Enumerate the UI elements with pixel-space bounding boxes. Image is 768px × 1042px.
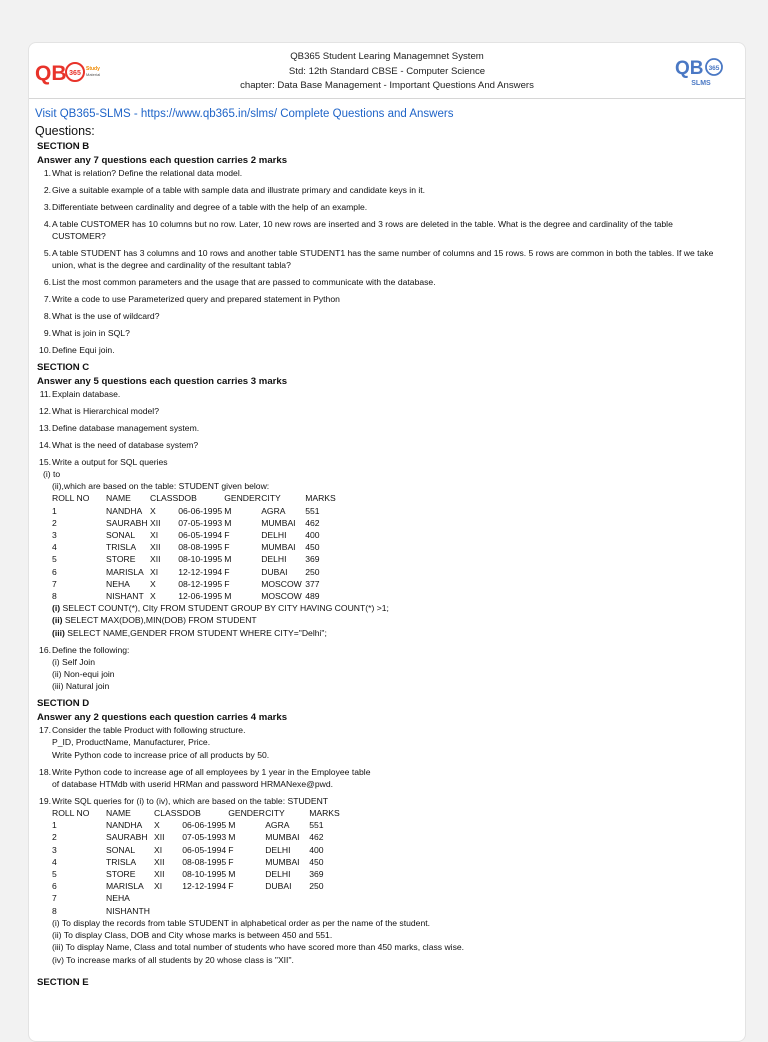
table-cell: MARISLA bbox=[106, 566, 144, 577]
question: 3. Differentiate between cardinality and degree of a table with the help of an example. bbox=[43, 202, 368, 212]
table-cell: SONAL bbox=[106, 530, 136, 541]
table-cell: 2 bbox=[52, 832, 57, 843]
table-row bbox=[52, 517, 345, 529]
table-cell: SAURABH bbox=[106, 832, 148, 843]
table-cell: 400 bbox=[309, 844, 324, 855]
table-cell: X bbox=[154, 820, 160, 831]
table-cell: XII bbox=[154, 832, 165, 843]
table-cell: TRISLA bbox=[106, 856, 137, 867]
svg-text:365: 365 bbox=[708, 65, 720, 72]
section-d-title: SECTION D bbox=[37, 698, 90, 710]
table-cell: 08-12-1995 bbox=[178, 578, 223, 589]
table-cell: 7 bbox=[52, 893, 57, 904]
table-cell: M bbox=[228, 820, 236, 831]
table-header-cell: GENDER bbox=[228, 808, 265, 819]
table-cell: STORE bbox=[106, 554, 136, 565]
table-cell: XI bbox=[150, 566, 159, 577]
table-cell: SAURABH bbox=[106, 517, 148, 528]
table-cell bbox=[182, 905, 228, 917]
table-cell: M bbox=[228, 869, 236, 880]
table-cell: MOSCOW bbox=[261, 578, 302, 589]
table-cell: F bbox=[228, 856, 234, 867]
question: 2. Give a suitable example of a table with sample data and illustrate primary and candidate keys in it. bbox=[43, 185, 426, 195]
table-cell: NANDHA bbox=[106, 820, 143, 831]
table-cell: XII bbox=[150, 542, 161, 553]
table-cell: 6 bbox=[52, 566, 57, 577]
q19-item: (iii) To display Name, Class and total number of students who have scored more than 450 marks, class wise. bbox=[52, 942, 465, 953]
table-cell: X bbox=[150, 591, 156, 602]
question: 8. What is the use of wildcard? bbox=[43, 311, 160, 321]
svg-text:Study: Study bbox=[86, 66, 100, 72]
table-cell: 5 bbox=[52, 869, 57, 880]
q19-item: (iv) To increase marks of all students by 20 whose class is "XII". bbox=[52, 954, 294, 965]
table-cell: M bbox=[224, 517, 232, 528]
header-line-1: QB365 Student Learing Managemnet System bbox=[290, 51, 484, 62]
table-cell: 250 bbox=[305, 566, 320, 577]
table-header-cell: MARKS bbox=[305, 493, 336, 504]
section-b-title: SECTION B bbox=[37, 141, 90, 152]
q17-line: P_ID, ProductName, Manufacturer, Price. bbox=[52, 737, 211, 748]
table-cell: XI bbox=[154, 844, 163, 855]
section-b-instruction: Answer any 7 questions each question carries 2 marks bbox=[37, 155, 288, 166]
q15-query-3: (iii) SELECT NAME,GENDER FROM STUDENT WHERE CITY="Delhi"; bbox=[52, 627, 327, 638]
svg-text:365: 365 bbox=[69, 70, 81, 77]
table-cell: AGRA bbox=[261, 505, 286, 516]
question: 1. What is relation? Define the relational data model. bbox=[43, 168, 243, 178]
question: 6. List the most common parameters and the usage that are passed to communicate with the database. bbox=[43, 277, 436, 287]
table-cell: 450 bbox=[305, 542, 320, 553]
table-cell: XII bbox=[154, 869, 165, 880]
table-cell: 462 bbox=[309, 832, 324, 843]
section-c-questions bbox=[35, 388, 745, 692]
table-cell: DELHI bbox=[261, 554, 287, 565]
table-row bbox=[52, 868, 349, 880]
table-cell: XI bbox=[150, 530, 159, 541]
question: 11. Explain database. bbox=[39, 389, 121, 399]
table-cell: 250 bbox=[309, 881, 324, 892]
q18-line: of database HTMdb with userid HRMan and password HRMANexe@pwd. bbox=[52, 778, 333, 789]
table-cell: 369 bbox=[305, 554, 320, 565]
table-cell: 1 bbox=[52, 820, 57, 831]
table-cell: DELHI bbox=[265, 844, 291, 855]
table-cell: F bbox=[224, 530, 230, 541]
table-cell: X bbox=[150, 578, 156, 589]
table-header-cell: ROLL NO bbox=[52, 808, 90, 819]
table-cell: XII bbox=[150, 517, 161, 528]
table-row bbox=[52, 880, 349, 892]
table-cell: 07-05-1993 bbox=[178, 517, 223, 528]
table-cell: 1 bbox=[52, 505, 57, 516]
table-row bbox=[52, 553, 345, 565]
table-cell: NEHA bbox=[106, 893, 130, 904]
table-header-cell: CLASS bbox=[150, 493, 179, 504]
section-c-instruction: Answer any 5 questions each question carries 3 marks bbox=[37, 376, 288, 387]
q15-line-a: (i) to bbox=[43, 469, 61, 479]
question: 13. Define database management system. bbox=[39, 423, 200, 433]
table-cell: AGRA bbox=[265, 820, 290, 831]
table-cell bbox=[309, 905, 349, 917]
table-cell bbox=[309, 892, 349, 904]
table-cell: 08-08-1995 bbox=[178, 542, 223, 553]
table-cell: 08-10-1995 bbox=[178, 554, 223, 565]
table-cell: XI bbox=[154, 881, 163, 892]
question: 17. Consider the table Product with following structure. bbox=[39, 725, 246, 736]
table-row bbox=[52, 590, 345, 602]
section-e-title: SECTION E bbox=[37, 976, 89, 988]
header-line-3: chapter: Data Base Management - Important Questions And Answers bbox=[240, 80, 534, 91]
table-cell: F bbox=[224, 566, 230, 577]
q19-item: (ii) To display Class, DOB and City whose marks is between 450 and 551. bbox=[52, 930, 333, 941]
table-cell: 3 bbox=[52, 530, 57, 541]
table-header-row bbox=[52, 492, 345, 504]
table-row bbox=[52, 819, 349, 831]
qb365-slms-logo bbox=[675, 55, 727, 89]
section-d-questions bbox=[35, 724, 745, 965]
table-cell: 4 bbox=[52, 856, 57, 867]
table-cell: F bbox=[224, 542, 230, 553]
table-cell bbox=[228, 905, 265, 917]
table-cell: 12-12-1994 bbox=[182, 881, 227, 892]
table-header-cell: CITY bbox=[261, 493, 281, 504]
table-cell: XII bbox=[150, 554, 161, 565]
table-cell: MUMBAI bbox=[265, 856, 300, 867]
table-cell: 08-10-1995 bbox=[182, 869, 227, 880]
table-row bbox=[52, 529, 345, 541]
table-row bbox=[52, 505, 345, 517]
q16-item: (i) Self Join bbox=[52, 656, 95, 667]
table-cell: 4 bbox=[52, 542, 57, 553]
svg-text:QB: QB bbox=[35, 62, 67, 85]
table-row bbox=[52, 578, 345, 590]
student-table-q19 bbox=[52, 807, 349, 917]
table-cell: 12-06-1995 bbox=[178, 591, 223, 602]
table-cell: 5 bbox=[52, 554, 57, 565]
question: 19. Write SQL queries for (i) to (iv), which are based on the table: STUDENT bbox=[39, 796, 329, 807]
question: 5. A table STUDENT has 3 columns and 10 rows and another table STUDENT1 has the same number of columns and 15 rows. 5 rows are common in both the tables. If we take union, what is the degree and cardinality of the resultant tabla? bbox=[43, 248, 714, 270]
section-d-instruction: Answer any 2 questions each question carries 4 marks bbox=[37, 712, 288, 724]
table-cell: MUMBAI bbox=[261, 542, 296, 553]
question: 12. What is Hierarchical model? bbox=[39, 406, 159, 416]
table-cell: M bbox=[224, 591, 232, 602]
table-cell: NEHA bbox=[106, 578, 130, 589]
question: 7. Write a code to use Parameterized query and prepared statement in Python bbox=[43, 294, 340, 304]
table-cell: STORE bbox=[106, 869, 136, 880]
table-cell: 2 bbox=[52, 517, 57, 528]
document-header bbox=[29, 43, 745, 99]
table-cell: 06-06-1995 bbox=[178, 505, 223, 516]
svg-text:SLMS: SLMS bbox=[691, 80, 711, 87]
table-cell: 377 bbox=[305, 578, 320, 589]
table-cell: M bbox=[224, 554, 232, 565]
table-header-cell: CLASS bbox=[154, 808, 183, 819]
table-header-cell: CITY bbox=[265, 808, 285, 819]
table-cell: 08-08-1995 bbox=[182, 856, 227, 867]
header-title-block bbox=[29, 50, 745, 94]
table-cell: MOSCOW bbox=[261, 591, 302, 602]
table-row bbox=[52, 892, 349, 904]
table-cell: F bbox=[228, 881, 234, 892]
table-cell: 7 bbox=[52, 578, 57, 589]
table-header-cell: GENDER bbox=[224, 493, 261, 504]
table-cell: 8 bbox=[52, 591, 57, 602]
q19-item: (i) To display the records from table STUDENT in alphabetical order as per the name of the student. bbox=[52, 917, 430, 928]
q16-item: (ii) Non-equi join bbox=[52, 669, 115, 680]
question: 4. A table CUSTOMER has 10 columns but no row. Later, 10 new rows are inserted and 3 rows are deleted in the table. What is the degree and cardinality of the table CUSTOMER? bbox=[43, 219, 673, 241]
table-header-cell: MARKS bbox=[309, 808, 340, 819]
table-cell: MARISLA bbox=[106, 881, 144, 892]
question: 15. Write a output for SQL queries bbox=[39, 457, 168, 467]
table-cell: MUMBAI bbox=[261, 517, 296, 528]
table-cell bbox=[265, 892, 309, 904]
table-cell: DUBAI bbox=[261, 566, 288, 577]
table-cell: MUMBAI bbox=[265, 832, 300, 843]
question: 10. Define Equi join. bbox=[39, 345, 115, 355]
question: 9. What is join in SQL? bbox=[43, 328, 130, 338]
table-cell: 3 bbox=[52, 844, 57, 855]
document-content bbox=[29, 99, 745, 990]
table-cell: 551 bbox=[305, 505, 320, 516]
question: 18. Write Python code to increase age of all employees by 1 year in the Employee table bbox=[39, 766, 371, 777]
svg-text:QB: QB bbox=[675, 58, 704, 79]
table-cell: SONAL bbox=[106, 844, 136, 855]
q16-item: (iii) Natural join bbox=[52, 681, 110, 692]
header-line-2: Std: 12th Standard CBSE - Computer Science bbox=[288, 65, 486, 77]
student-table-q15 bbox=[52, 492, 345, 602]
table-cell: M bbox=[228, 832, 236, 843]
q15-query-2: (ii) SELECT MAX(DOB),MIN(DOB) FROM STUDENT bbox=[52, 615, 257, 626]
document-page bbox=[28, 42, 746, 1042]
table-cell bbox=[154, 892, 182, 904]
table-header-cell: DOB bbox=[182, 808, 201, 819]
visit-link[interactable]: Visit QB365-SLMS - https://www.qb365.in/slms/ Complete Questions and Answers bbox=[35, 108, 454, 120]
q17-line: Write Python code to increase price of all products by 50. bbox=[52, 749, 270, 760]
table-cell: 450 bbox=[309, 856, 324, 867]
table-cell: F bbox=[228, 844, 234, 855]
table-row bbox=[52, 844, 349, 856]
table-cell: TRISLA bbox=[106, 542, 137, 553]
question: 16. Define the following: bbox=[39, 644, 130, 655]
table-cell: DELHI bbox=[261, 530, 287, 541]
table-row bbox=[52, 566, 345, 578]
table-cell: 06-06-1995 bbox=[182, 820, 227, 831]
table-cell: DUBAI bbox=[265, 881, 292, 892]
table-cell: F bbox=[224, 578, 230, 589]
table-cell: 551 bbox=[309, 820, 324, 831]
table-header-cell: DOB bbox=[178, 493, 197, 504]
table-cell: X bbox=[150, 505, 156, 516]
table-cell: NANDHA bbox=[106, 505, 143, 516]
section-b-questions bbox=[35, 167, 745, 356]
table-cell: 06-05-1994 bbox=[182, 844, 227, 855]
table-cell: 07-05-1993 bbox=[182, 832, 227, 843]
table-cell bbox=[228, 892, 265, 904]
table-cell: 489 bbox=[305, 591, 320, 602]
table-cell: DELHI bbox=[265, 869, 291, 880]
table-cell: 400 bbox=[305, 530, 320, 541]
table-cell: NISHANT bbox=[106, 591, 144, 602]
table-cell: 8 bbox=[52, 905, 57, 916]
table-header-cell: NAME bbox=[106, 493, 131, 504]
table-cell: 369 bbox=[309, 869, 324, 880]
table-row bbox=[52, 905, 349, 917]
table-header-cell: ROLL NO bbox=[52, 493, 90, 504]
question: 14. What is the need of database system? bbox=[39, 440, 199, 450]
table-row bbox=[52, 856, 349, 868]
table-cell: 6 bbox=[52, 881, 57, 892]
section-c-title: SECTION C bbox=[37, 362, 90, 373]
table-cell: 462 bbox=[305, 517, 320, 528]
table-header-row bbox=[52, 807, 349, 819]
q15-query-1: (i) SELECT COUNT(*), CIty FROM STUDENT GROUP BY CITY HAVING COUNT(*) >1; bbox=[52, 603, 389, 614]
table-row bbox=[52, 831, 349, 843]
table-cell: 06-05-1994 bbox=[178, 530, 223, 541]
table-cell: NISHANTH bbox=[106, 905, 150, 916]
table-row bbox=[52, 541, 345, 553]
table-cell bbox=[182, 892, 228, 904]
table-cell: XII bbox=[154, 856, 165, 867]
table-header-cell: NAME bbox=[106, 808, 131, 819]
table-cell: M bbox=[224, 505, 232, 516]
questions-heading: Questions: bbox=[35, 124, 95, 138]
q15-line-b: (ii),which are based on the table: STUDENT given below: bbox=[52, 481, 270, 492]
table-cell bbox=[265, 905, 309, 917]
table-cell: 12-12-1994 bbox=[178, 566, 223, 577]
svg-text:Material: Material bbox=[86, 72, 101, 77]
table-cell bbox=[154, 905, 182, 917]
